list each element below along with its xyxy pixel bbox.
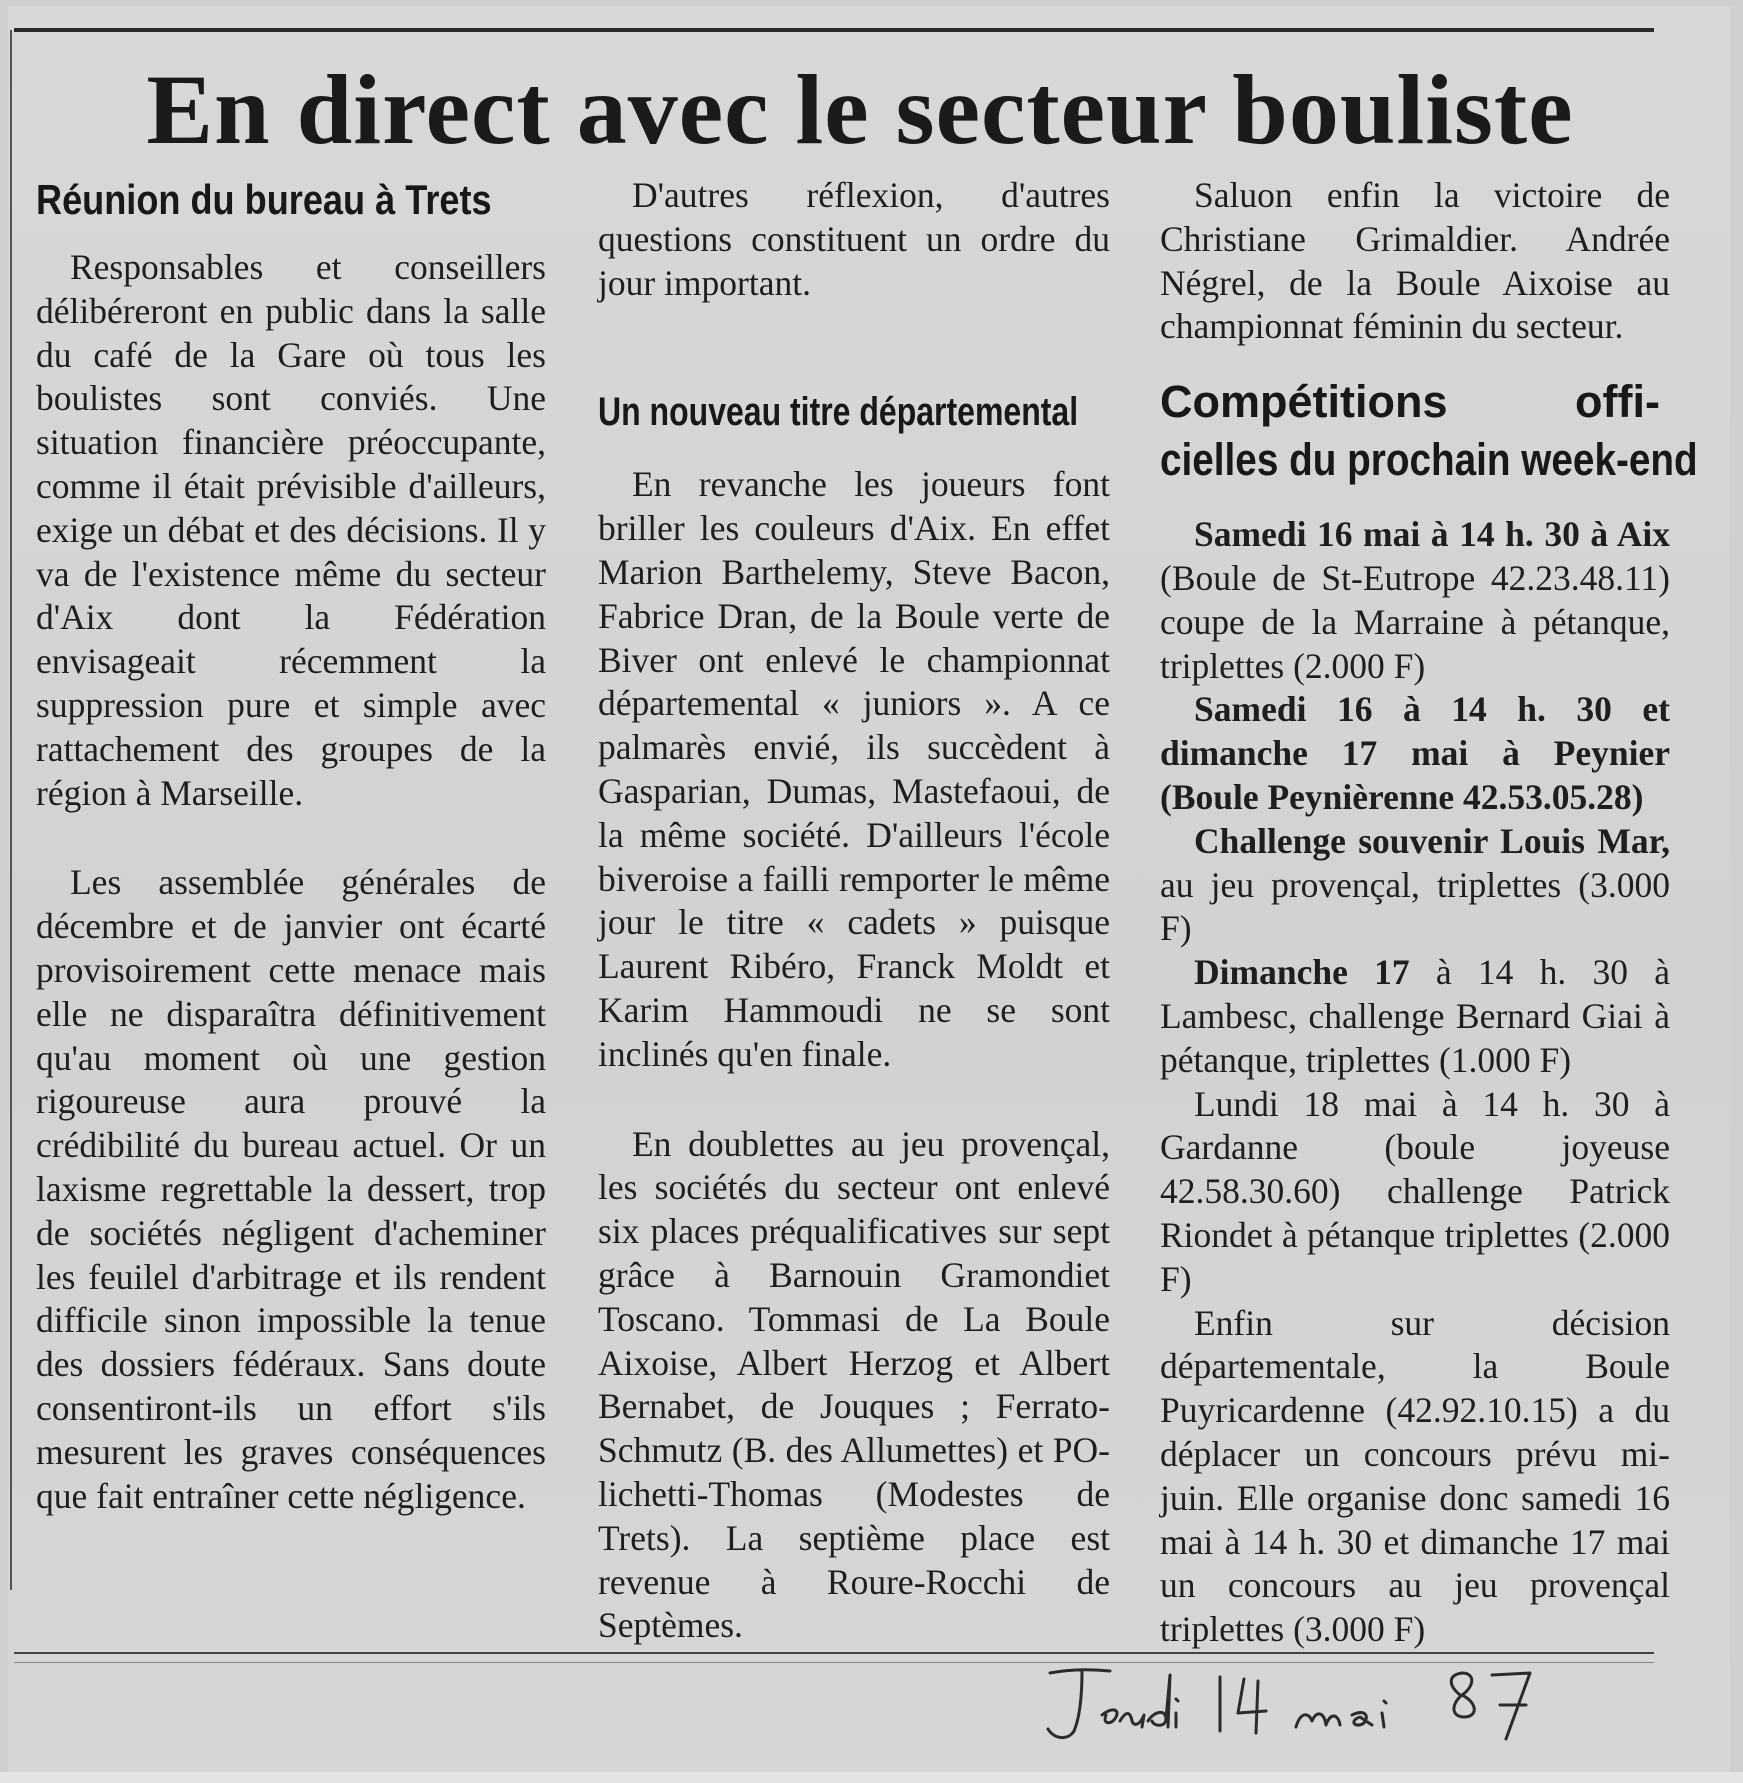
event-entry: Enfin sur décision départementale, la Boule Puyricardenne (42.92.10.15) a du déplacer un concours prévu mi-juin. Elle organise donc samedi 16 mai à 14 h. 30 et dimanche 17 mai un concours au jeu provençal triplettes (3.000 F) xyxy=(1160,1302,1670,1650)
event-entry: Samedi 16 mai à 14 h. 30 à Aix (Boule de St-Eutrope 42.23.48.11) coupe de la Marraine à pétanque, triplettes (2.000 F) xyxy=(1160,514,1670,686)
column-1 xyxy=(36,174,546,1518)
paragraph: Responsables et conseillers délibéreront en public dans la salle du café de la Gare où tous les boulistes sont conviés. Une situation financière préoccupante, comme il était prévisible d'ailleurs, exige un débat et des décisions. Il y va de l'existence même du secteur d'Aix dont la Fédération envisageait récemment la suppression pure et simple avec rattachement des groupes de la région à Marseille. xyxy=(36,247,546,813)
event-entry: Lundi 18 mai à 14 h. 30 à Gardanne (boule joyeuse 42.58.30.60) challenge Patrick Riondet à pétanque triplettes (2.000 F) xyxy=(1160,1083,1670,1299)
handwritten-date-signature xyxy=(1030,1655,1630,1755)
subhead-reunion: Réunion du bureau à Trets xyxy=(36,176,492,223)
paragraph: En revanche les joueurs font briller les couleurs d'Aix. En effet Marion Barthelemy, Steve Bacon, Fabrice Dran, de la Boule verte de Biver ont enlevé le championnat départemental « juniors ». A ce palmarès envié, ils succèdent à Gasparian, Dumas, Mastefaoui, de la même société. D'ailleurs l'école biveroise a failli remporter le même jour le titre « cadets » puisque Laurent Ribéro, Franck Moldt et Karim Hammoudi ne se sont inclinés qu'en finale. xyxy=(598,464,1110,1074)
headline: En direct avec le secteur bouliste xyxy=(146,54,1574,165)
paragraph: D'autres réflexion, d'autres questions constituent un ordre du jour important. xyxy=(598,175,1110,303)
event-entry: Dimanche 17 à 14 h. 30 à Lambesc, challenge Bernard Giai à pétanque, triplettes (1.000 F) xyxy=(1160,952,1670,1080)
column-2 xyxy=(598,174,1110,1648)
subhead-titre-departemental: Un nouveau titre départemental xyxy=(598,390,1079,435)
paragraph: Les assemblée générales de décembre et de janvier ont écarté provisoirement cette menace mais elle ne disparaîtra définitivement qu'au moment où une gestion rigoureuse aura prouvé la crédibilité du bureau actuel. Or un laxisme regrettable la dessert, trop de sociétés négligent d'acheminer les feuilel d'arbitrage et ils rendent difficile sinon impossible la tenue des dossiers fédéraux. Sans doute consentiront-ils un effort s'ils mesurent les graves conséquences que fait entraîner cette négligence. xyxy=(36,862,546,1516)
paragraph: En doublettes au jeu provençal, les sociétés du secteur ont enlevé six places préqualificatives sur sept grâce à Barnouin Gramondiet Toscano. Tommasi de La Boule Aixoise, Albert Herzog et Albert Bernabet, de Jouques ; Ferrato-Schmutz (B. des Allumettes) et PO-lichetti-Thomas (Modestes de Trets). La septième place est revenue à Roure-Rocchi de Septèmes. xyxy=(598,1123,1110,1646)
paragraph: Saluon enfin la victoire de Christiane Grimaldier. Andrée Négrel, de la Boule Aixoise au championnat féminin du secteur. xyxy=(1160,175,1670,347)
event-entry: Samedi 16 à 14 h. 30 et dimanche 17 mai à Peynier (Boule Peynièrenne 42.53.05.28) xyxy=(1160,689,1670,817)
bottom-rule xyxy=(14,1652,1654,1654)
subhead-competitions: Compétitions offi- cielles du prochain week-end xyxy=(1160,376,1698,486)
left-rule xyxy=(10,30,12,1590)
torn-edge xyxy=(0,1772,1743,1783)
event-entry: Challenge souvenir Louis Mar, au jeu provençal, triplettes (3.000 F) xyxy=(1160,820,1670,949)
top-rule xyxy=(14,28,1654,32)
column-3 xyxy=(1160,174,1698,1652)
